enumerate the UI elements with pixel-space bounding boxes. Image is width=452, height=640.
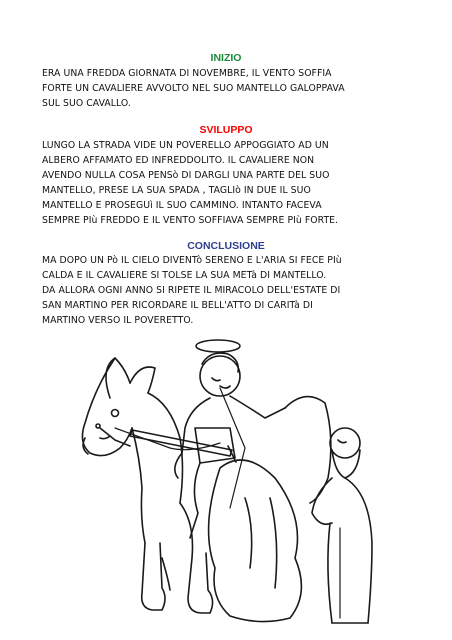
- saint-martin-illustration: [70, 328, 380, 633]
- text-line: SUL SUO CAVALLO.: [42, 98, 131, 109]
- heading-conclusione: CONCLUSIONE: [187, 240, 265, 252]
- text-line: LUNGO LA STRADA VIDE UN POVERELLO APPOGGIATO AD UN: [42, 140, 329, 151]
- heading-sviluppo: SVILUPPO: [199, 124, 253, 136]
- text-line: CALDA E IL CAVALIERE SI TOLSE LA SUA METà DI MANTELLO.: [42, 270, 327, 281]
- text-line: SAN MARTINO PER RICORDARE IL BELL'ATTO DI CARITà DI: [42, 300, 313, 311]
- text-line: ERA UNA FREDDA GIORNATA DI NOVEMBRE, IL VENTO SOFFIA: [42, 68, 332, 79]
- paragraph-sviluppo: [42, 138, 414, 228]
- text-line: MA DOPO UN Pò IL CIELO DIVENTò SERENO E L'ARIA SI FECE PIù: [42, 255, 342, 266]
- text-line: MANTELLO, PRESE LA SUA SPADA , TAGLIò IN DUE IL SUO: [42, 185, 311, 196]
- text-line: DA ALLORA OGNI ANNO SI RIPETE IL MIRACOLO DELL'ESTATE DI: [42, 285, 341, 296]
- paragraph-inizio: [42, 66, 414, 111]
- heading-inizio: INIZIO: [210, 52, 242, 64]
- text-line: MANTELLO E PROSEGUì IL SUO CAMMINO. INTANTO FACEVA: [42, 200, 322, 211]
- text-line: FORTE UN CAVALIERE AVVOLTO NEL SUO MANTELLO GALOPPAVA: [42, 83, 345, 94]
- text-line: MARTINO VERSO IL POVERETTO.: [42, 315, 194, 326]
- text-line: SEMPRE PIù FREDDO E IL VENTO SOFFIAVA SEMPRE PIù FORTE.: [42, 215, 339, 226]
- text-line: ALBERO AFFAMATO ED INFREDDOLITO. IL CAVALIERE NON: [42, 155, 315, 166]
- paragraph-conclusione: [42, 253, 414, 328]
- text-line: AVENDO NULLA COSA PENSò DI DARGLI UNA PARTE DEL SUO: [42, 170, 330, 181]
- sword-drawing: [130, 430, 236, 462]
- beggar-drawing: [312, 428, 372, 623]
